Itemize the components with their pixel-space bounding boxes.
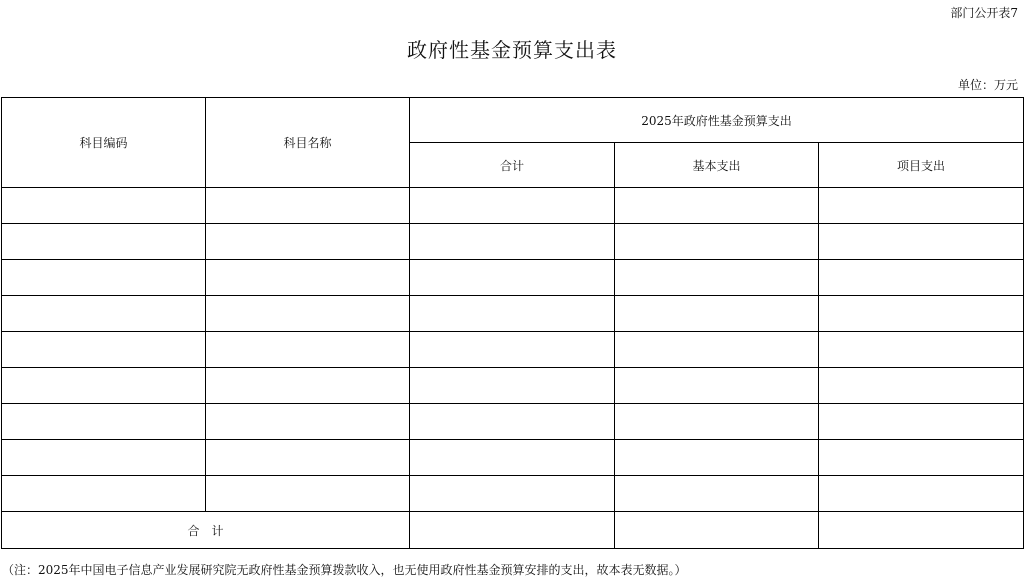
- page-title: 政府性基金预算支出表: [407, 38, 617, 62]
- column-header-basic: 基本支出: [615, 143, 819, 188]
- table-cell: [615, 332, 819, 368]
- table-cell: [2, 476, 206, 512]
- table-row: [2, 404, 1024, 440]
- unit-label: 单位：万元: [957, 78, 1018, 92]
- table-cell: [410, 260, 615, 296]
- table-cell: [2, 332, 206, 368]
- total-row: [2, 512, 1024, 549]
- table-cell: [410, 224, 615, 260]
- table-cell: [615, 224, 819, 260]
- table-id: 部门公开表7: [950, 6, 1018, 20]
- table-cell: [615, 404, 819, 440]
- total-value-project: [819, 512, 1024, 549]
- table-cell: [206, 440, 410, 476]
- table-cell: [410, 404, 615, 440]
- table-cell: [410, 476, 615, 512]
- budget-table: [1, 97, 1024, 549]
- table-cell: [819, 404, 1024, 440]
- table-cell: [615, 440, 819, 476]
- table-cell: [819, 296, 1024, 332]
- table-cell: [206, 260, 410, 296]
- table-cell: [410, 296, 615, 332]
- footnote: （注：2025年中国电子信息产业发展研究院无政府性基金预算拨款收入，也无使用政府性基金预算安排的支出，故本表无数据。）: [2, 563, 687, 577]
- total-value-basic: [615, 512, 819, 549]
- table-cell: [819, 440, 1024, 476]
- total-label: 合 计: [2, 512, 410, 549]
- total-value-sum: [410, 512, 615, 549]
- table-cell: [410, 368, 615, 404]
- table-cell: [2, 260, 206, 296]
- table-cell: [615, 296, 819, 332]
- column-group-header: 2025年政府性基金预算支出: [410, 98, 1024, 143]
- table-row: [2, 296, 1024, 332]
- table-cell: [206, 224, 410, 260]
- column-header-code: 科目编码: [2, 98, 206, 188]
- column-header-total: 合计: [410, 143, 615, 188]
- table-cell: [615, 260, 819, 296]
- table-cell: [410, 332, 615, 368]
- table-cell: [206, 404, 410, 440]
- table-cell: [2, 440, 206, 476]
- column-header-project: 项目支出: [819, 143, 1024, 188]
- table-cell: [206, 188, 410, 224]
- table-cell: [206, 296, 410, 332]
- table-cell: [615, 188, 819, 224]
- table-cell: [2, 368, 206, 404]
- table-cell: [819, 260, 1024, 296]
- table-cell: [206, 476, 410, 512]
- table-row: [2, 440, 1024, 476]
- table-cell: [206, 332, 410, 368]
- table-cell: [819, 188, 1024, 224]
- table-cell: [819, 224, 1024, 260]
- table-cell: [819, 476, 1024, 512]
- table-cell: [410, 440, 615, 476]
- column-header-name: 科目名称: [206, 98, 410, 188]
- table-cell: [206, 368, 410, 404]
- table-cell: [615, 476, 819, 512]
- table-row: [2, 368, 1024, 404]
- table-row: [2, 188, 1024, 224]
- table-cell: [2, 224, 206, 260]
- table-cell: [2, 296, 206, 332]
- table-cell: [2, 404, 206, 440]
- table-row: [2, 224, 1024, 260]
- table-row: [2, 260, 1024, 296]
- table-row: [2, 332, 1024, 368]
- table-cell: [410, 188, 615, 224]
- table-cell: [2, 188, 206, 224]
- table-cell: [819, 368, 1024, 404]
- table-cell: [819, 332, 1024, 368]
- table-row: [2, 476, 1024, 512]
- table-cell: [615, 368, 819, 404]
